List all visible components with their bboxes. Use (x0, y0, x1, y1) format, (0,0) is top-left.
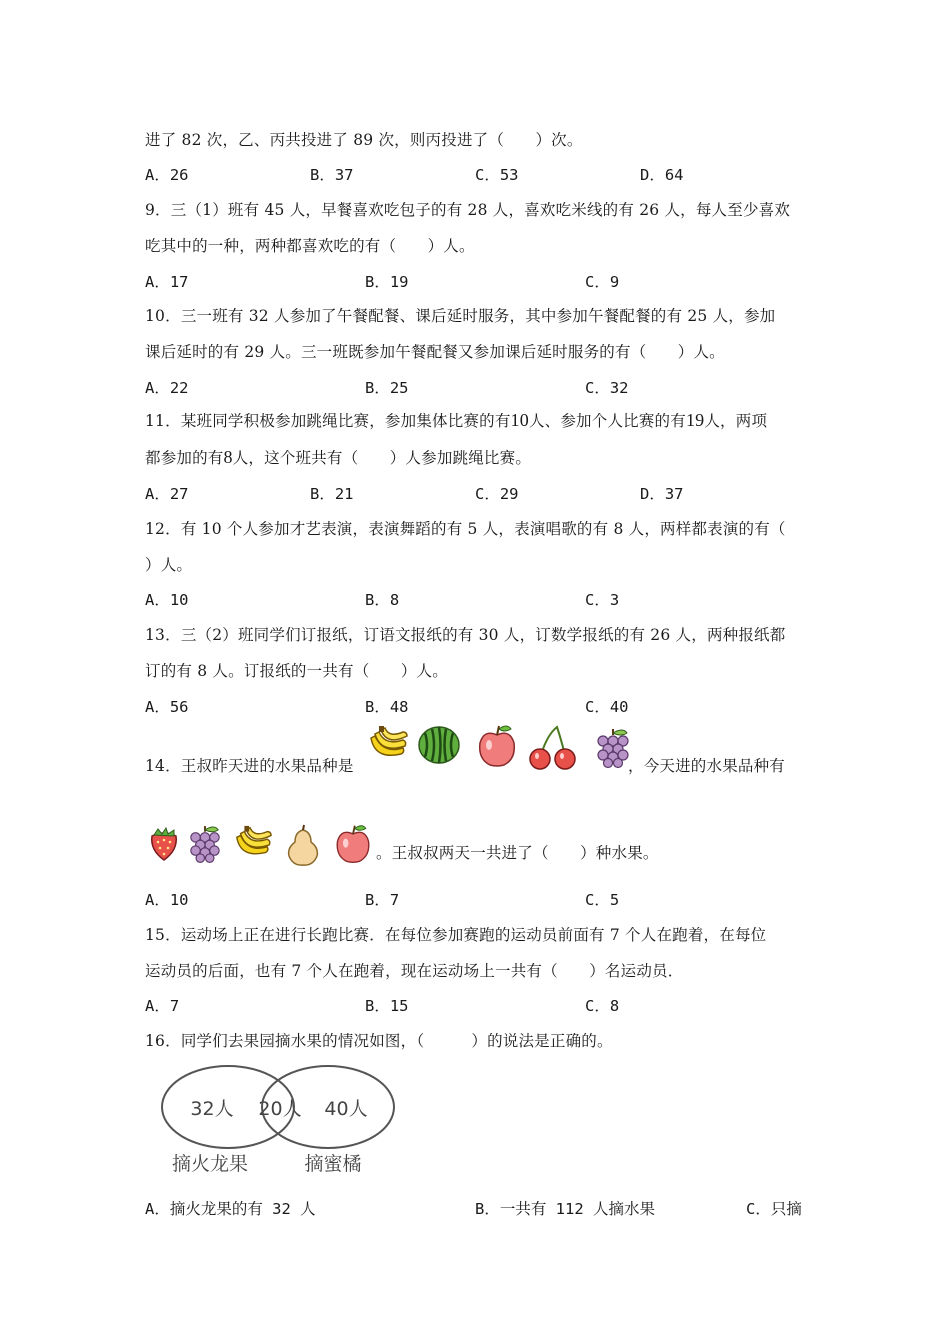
venn-left-label: 摘火龙果 (171, 1153, 249, 1175)
q12-text-line2: ）人。 (145, 556, 193, 574)
q10-option-c[interactable]: C．32 (585, 379, 629, 397)
q8-option-a[interactable]: A．26 (145, 166, 189, 184)
q8-option-c[interactable]: C．53 (475, 166, 519, 184)
q10-text-line1: 10．三一班有 32 人参加了午餐配餐、课后延时服务，其中参加午餐配餐的有 25 人，参加 (145, 307, 776, 325)
q10-option-b[interactable]: B．25 (365, 379, 409, 397)
q16-option-b[interactable]: B．一共有 112 人摘水果 (475, 1200, 655, 1218)
q11-text-line1 (145, 409, 767, 431)
q16-text-line1: 16．同学们去果园摘水果的情况如图，（ ）的说法是正确的。 (145, 1032, 613, 1050)
q14-text-line1b: ，今天进的水果品种有 (628, 757, 786, 775)
q15-option-c[interactable]: C．8 (585, 997, 620, 1015)
q8-option-b[interactable]: B．37 (310, 166, 354, 184)
q15-text-line2: 运动员的后面，也有 7 个人在跑着，现在运动场上一共有（ ）名运动员． (145, 962, 684, 980)
q12-option-c[interactable]: C．3 (585, 591, 620, 609)
q12-option-a[interactable]: A．10 (145, 591, 189, 609)
banana-icon (365, 724, 410, 766)
q12-text-line1: 12．有 10 个人参加才艺表演，表演舞蹈的有 5 人，表演唱歌的有 8 人，两样都表演的有（ (145, 520, 786, 538)
pear-icon (283, 824, 323, 866)
q9-option-b[interactable]: B．19 (365, 273, 409, 291)
q13-option-a[interactable]: A．56 (145, 698, 189, 716)
q13-text-line2: 订的有 8 人。订报纸的一共有（ ）人。 (145, 662, 448, 680)
q14-text-line2: 。王叔叔两天一共进了（ ）种水果。 (376, 844, 659, 862)
q13-option-c[interactable]: C．40 (585, 698, 629, 716)
q16-option-a[interactable]: A．摘火龙果的有 32 人 (145, 1200, 316, 1218)
q11-text-2b: 人，这个班共有（ ）人参加跳绳比赛。 (232, 449, 532, 467)
venn-right-only: 40人 (324, 1098, 368, 1120)
venn-right-label: 摘蜜橘 (304, 1153, 362, 1175)
q9-text-line1: 9．三（1）班有 45 人，早餐喜欢吃包子的有 28 人，喜欢吃米线的有 26 人，每人至少喜欢 (145, 201, 791, 219)
q11-option-c[interactable]: C．29 (475, 485, 519, 503)
strawberry-icon (148, 826, 180, 862)
q11-text-2a: 都参加的有 (145, 449, 224, 467)
q9-option-c[interactable]: C．9 (585, 273, 620, 291)
q14-option-b[interactable]: B．7 (365, 891, 400, 909)
q13-option-b[interactable]: B．48 (365, 698, 409, 716)
venn-both: 20人 (258, 1098, 302, 1120)
q15-option-a[interactable]: A．7 (145, 997, 180, 1015)
q8-text-line2: 进了 82 次，乙、丙共投进了 89 次，则丙投进了（ ）次。 (145, 131, 583, 149)
q8-option-d[interactable]: D．64 (640, 166, 684, 184)
q9-option-a[interactable]: A．17 (145, 273, 189, 291)
q14-option-a[interactable]: A．10 (145, 891, 189, 909)
q11-text-1c: 人，两项 (704, 412, 768, 430)
q11-number-19: 19 (685, 410, 705, 430)
q11-option-a[interactable]: A．27 (145, 485, 189, 503)
q11-text-1a: 11．某班同学积极参加跳绳比赛，参加集体比赛的有 (145, 412, 511, 430)
q12-option-b[interactable]: B．8 (365, 591, 400, 609)
q11-number-8: 8 (223, 447, 233, 467)
q9-text-line2: 吃其中的一种，两种都喜欢吃的有（ ）人。 (145, 237, 475, 255)
q13-text-line1: 13．三（2）班同学们订报纸，订语文报纸的有 30 人，订数学报纸的有 26 人，两种报纸都 (145, 626, 786, 644)
apple-icon (474, 723, 520, 769)
q16-option-c[interactable]: C．只摘 (746, 1200, 802, 1218)
q15-option-b[interactable]: B．15 (365, 997, 409, 1015)
apple-icon (332, 823, 374, 865)
venn-diagram (150, 1060, 410, 1180)
grape-icon (595, 727, 631, 769)
q14-text-line1a: 14．王叔昨天进的水果品种是 (145, 757, 354, 775)
q11-text-line2 (145, 446, 531, 468)
q10-text-line2: 课后延时的有 29 人。三一班既参加午餐配餐又参加课后延时服务的有（ ）人。 (145, 343, 725, 361)
grape-icon (188, 824, 222, 864)
watermelon-icon (417, 725, 461, 765)
q11-option-b[interactable]: B．21 (310, 485, 354, 503)
q11-option-d[interactable]: D．37 (640, 485, 684, 503)
q15-text-line1: 15．运动场上正在进行长跑比赛．在每位参加赛跑的运动员前面有 7 个人在跑着，在每位 (145, 926, 767, 944)
venn-left-only: 32人 (190, 1098, 234, 1120)
cherry-icon (527, 725, 577, 771)
q11-text-1b: 人、参加个人比赛的有 (528, 412, 686, 430)
q11-number-10: 10 (510, 410, 529, 430)
banana-icon (230, 824, 275, 864)
q10-option-a[interactable]: A．22 (145, 379, 189, 397)
q14-option-c[interactable]: C．5 (585, 891, 620, 909)
